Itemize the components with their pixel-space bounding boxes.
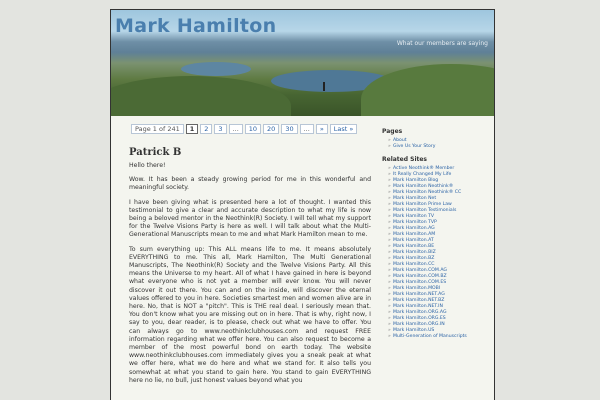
blog-title[interactable]: Mark Hamilton (115, 15, 277, 37)
pagination-current-page: 1 (186, 124, 199, 134)
related-site-link[interactable]: » Mark Hamilton TV (388, 214, 494, 220)
related-site-link[interactable]: » Mark Hamilton TVP (388, 220, 494, 226)
related-site-link[interactable]: » Mark Hamilton Neothink® (388, 184, 494, 190)
related-site-link[interactable]: » Mark Hamilton.AT (388, 238, 494, 244)
banner-water-left (181, 62, 251, 76)
related-site-link[interactable]: » Mark Hamilton.COM.ES (388, 280, 494, 286)
pagination-link[interactable]: 20 (263, 124, 279, 134)
related-site-link[interactable]: » Mark Hamilton.BIZ (388, 250, 494, 256)
pagination (131, 124, 371, 134)
post-paragraph: I have been giving what is presented here a lot of thought. I wanted this testimonial to give a clear and accurate description to what my life is now being a beloved mentor in the Neothink(R) Society. I will tell what my support for the Twelve Visions Party is here as well. I will talk about what the Multi-Generational Manuscripts mean to me and what Mark Hamilton mean to me. (129, 198, 371, 239)
related-site-link[interactable]: » Mark Hamilton Net (388, 196, 494, 202)
related-site-link[interactable]: » Mark Hamilton.ORG.AG (388, 310, 494, 316)
sidebar (382, 128, 494, 346)
related-site-link[interactable]: » Mark Hamilton.NET.BZ (388, 298, 494, 304)
pagination-link[interactable]: 3 (214, 124, 226, 134)
sidebar-related-list (388, 166, 494, 340)
related-site-link[interactable]: » Mark Hamilton.NET.AG (388, 292, 494, 298)
sidebar-pages-heading: Pages (382, 128, 403, 135)
pagination-link[interactable]: 2 (200, 124, 212, 134)
pagination-last[interactable]: Last » (330, 124, 358, 134)
banner-hill-left (111, 76, 291, 116)
related-site-link[interactable]: » Active Neothink® Member (388, 166, 494, 172)
banner-hill-right (361, 64, 494, 116)
related-site-link[interactable]: » Mark Hamilton.AG (388, 226, 494, 232)
pagination-ellipsis: ... (300, 124, 314, 134)
sidebar-page-link[interactable]: » About (388, 138, 494, 144)
related-site-link[interactable]: » Mark Hamilton Neothink® CC (388, 190, 494, 196)
pagination-ellipsis: ... (229, 124, 243, 134)
banner-person-silhouette (323, 82, 325, 91)
post-paragraph: Wow. It has been a steady growing period for me in this wonderful and meaningful society. (129, 176, 371, 192)
related-site-link[interactable]: » Mark Hamilton Prime Law (388, 202, 494, 208)
post-title[interactable]: Patrick B (129, 147, 182, 158)
related-site-link[interactable]: » Mark Hamilton.US (388, 328, 494, 334)
related-site-link[interactable]: » Mark Hamilton Blog (388, 178, 494, 184)
post-paragraph: Hello there! (129, 162, 166, 169)
sidebar-page-link[interactable]: » Give Us Your Story (388, 144, 494, 150)
related-site-link[interactable]: » Mark Hamilton.NET.IN (388, 304, 494, 310)
pagination-link[interactable]: 10 (245, 124, 261, 134)
related-site-link[interactable]: » Mark Hamilton.ORG.ES (388, 316, 494, 322)
sidebar-related-heading: Related Sites (382, 156, 428, 163)
related-site-link[interactable]: » Mark Hamilton.ORG.IN (388, 322, 494, 328)
related-site-link[interactable]: » Mark Hamilton.CC (388, 262, 494, 268)
sidebar-pages-list (388, 138, 494, 150)
related-site-link[interactable]: » Mark Hamilton.BE (388, 244, 494, 250)
related-site-link[interactable]: » It Really Changed My Life (388, 172, 494, 178)
pagination-next[interactable]: » (316, 124, 328, 134)
pagination-info: Page 1 of 241 (131, 124, 184, 134)
related-site-link[interactable]: » Mark Hamilton.BZ (388, 256, 494, 262)
page-wrapper (110, 9, 495, 400)
header-banner (111, 10, 494, 116)
related-site-link[interactable]: » Mark Hamilton.COM.BZ (388, 274, 494, 280)
related-site-link[interactable]: » Mark Hamilton.COM.AG (388, 268, 494, 274)
pagination-link[interactable]: 30 (281, 124, 297, 134)
related-site-link[interactable]: » Mark Hamilton Testimonials (388, 208, 494, 214)
main-content (125, 122, 371, 385)
related-site-link[interactable]: » Multi-Generation of Manuscripts (388, 334, 494, 340)
blog-tagline: What our members are saying (396, 40, 488, 47)
related-site-link[interactable]: » Mark Hamilton.AM (388, 232, 494, 238)
related-site-link[interactable]: » Mark Hamilton.MOBI (388, 286, 494, 292)
post-paragraph: To sum everything up: This ALL means life to me. It means absolutely EVERYTHING to me. This all, Mark Hamilton, The Multi Generational Manuscripts, The Neothink(R) Society and the Twelve Visions Party. All this means the Universe to my heart. All of what I have gained in here is beyond what everyone who is not yet a member will ever know. You will never discover it out there. You can and on the inside, will discover the eternal values offered to you in here. Societies smartest men and women alive are in here. No, that is NOT a "pitch". This is THE real deal. I seriously mean that. You don't know what you are missing out on in here. That is why, right now, I say to you, dear reader, is to please, check out what we have to offer. You can always go to www.neothinkclubhouses.com and request FREE information regarding what we offer here. You can also request to become a member of the most powerful bond on earth today. The website www.neothinkclubhouses.com immediately gives you a sneak peak at what we offer here, what we do here and what we stand for. It also tells you somewhat at what you stand to gain here. You stand to gain EVERYTHING here no lie, no bull, just honest values beyond what you (129, 245, 371, 384)
